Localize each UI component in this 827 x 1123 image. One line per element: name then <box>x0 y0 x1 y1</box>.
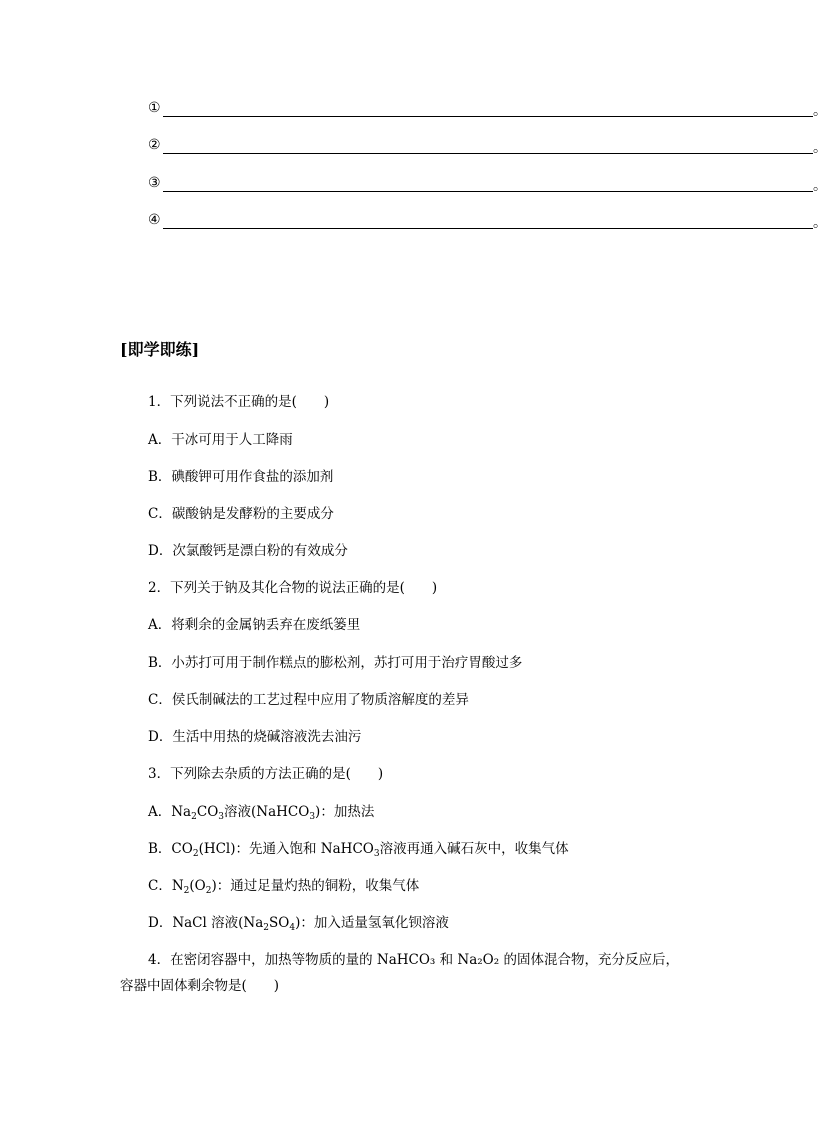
question-3-option-d <box>148 911 449 933</box>
blank-number: ③ <box>148 175 161 191</box>
question-2-option-b: B．小苏打可用于制作糕点的膨松剂，苏打可用于治疗胃酸过多 <box>148 655 523 671</box>
subscript: 2 <box>183 886 190 896</box>
option-text: )：通过足量灼热的铜粉，收集气体 <box>211 878 420 894</box>
option-text: 溶液再通入碱石灰中，收集气体 <box>379 841 569 857</box>
option-text: (O <box>189 878 206 894</box>
option-text: )：加入适量氢氧化钡溶液 <box>295 915 449 931</box>
question-2-option-a: A．将剩余的金属钠丢弃在废纸篓里 <box>148 617 361 633</box>
question-1-option-a: A．干冰可用于人工降雨 <box>148 432 293 448</box>
blank-end-mark: 。 <box>813 178 827 194</box>
question-2-option-c: C．侯氏制碱法的工艺过程中应用了物质溶解度的差异 <box>148 692 469 708</box>
blank-number: ① <box>148 100 161 116</box>
option-text: )：加热法 <box>315 804 375 820</box>
option-text: SO <box>269 915 290 931</box>
question-1-option-c: C．碳酸钠是发酵粉的主要成分 <box>148 506 334 522</box>
subscript: 3 <box>218 812 224 822</box>
question-3-stem: 3．下列除去杂质的方法正确的是( ) <box>148 766 384 782</box>
blank-rule <box>163 116 813 117</box>
option-text: A．Na <box>148 804 192 820</box>
subscript: 2 <box>263 923 269 933</box>
question-1-option-b: B．碘酸钾可用作食盐的添加剂 <box>148 469 334 485</box>
question-3-option-a <box>148 800 374 822</box>
question-3-option-c <box>148 874 419 896</box>
question-4-stem-line-2: 容器中固体剩余物是( ) <box>120 978 280 994</box>
question-4-stem-line-1: 4．在密闭容器中，加热等物质的量的 NaHCO₃ 和 Na₂O₂ 的固体混合物，充分反应后， <box>148 952 679 968</box>
option-text: D．NaCl 溶液(Na <box>148 915 264 931</box>
subscript: 2 <box>205 886 212 896</box>
blank-line-1 <box>148 100 827 120</box>
subscript: 4 <box>289 923 296 933</box>
blank-rule <box>163 228 813 229</box>
subscript: 3 <box>309 812 316 822</box>
blank-line-4 <box>148 212 827 232</box>
option-text: CO <box>196 804 219 820</box>
subscript: 3 <box>373 849 380 859</box>
blank-rule <box>163 153 813 154</box>
question-1-stem: 1．下列说法不正确的是( ) <box>148 394 330 410</box>
section-title: [即学即练] <box>120 340 200 359</box>
subscript: 2 <box>192 849 199 859</box>
blank-line-2 <box>148 137 827 157</box>
blank-number: ② <box>148 137 161 153</box>
option-text: 溶液(NaHCO <box>224 804 310 820</box>
question-3-option-b <box>148 837 569 859</box>
blank-end-mark: 。 <box>813 103 827 119</box>
blank-line-3 <box>148 175 827 195</box>
blank-end-mark: 。 <box>813 140 827 156</box>
blank-rule <box>163 191 813 192</box>
option-text: B．CO <box>148 841 193 857</box>
question-2-option-d: D．生活中用热的烧碱溶液洗去油污 <box>148 729 362 745</box>
question-1-option-d: D．次氯酸钙是漂白粉的有效成分 <box>148 543 348 559</box>
option-text: (HCl)：先通入饱和 NaHCO <box>198 841 374 857</box>
blank-end-mark: 。 <box>813 215 827 231</box>
question-2-stem: 2．下列关于钠及其化合物的说法正确的是( ) <box>148 580 438 596</box>
subscript: 2 <box>191 812 197 822</box>
blank-number: ④ <box>148 212 161 228</box>
option-text: C．N <box>148 878 184 894</box>
